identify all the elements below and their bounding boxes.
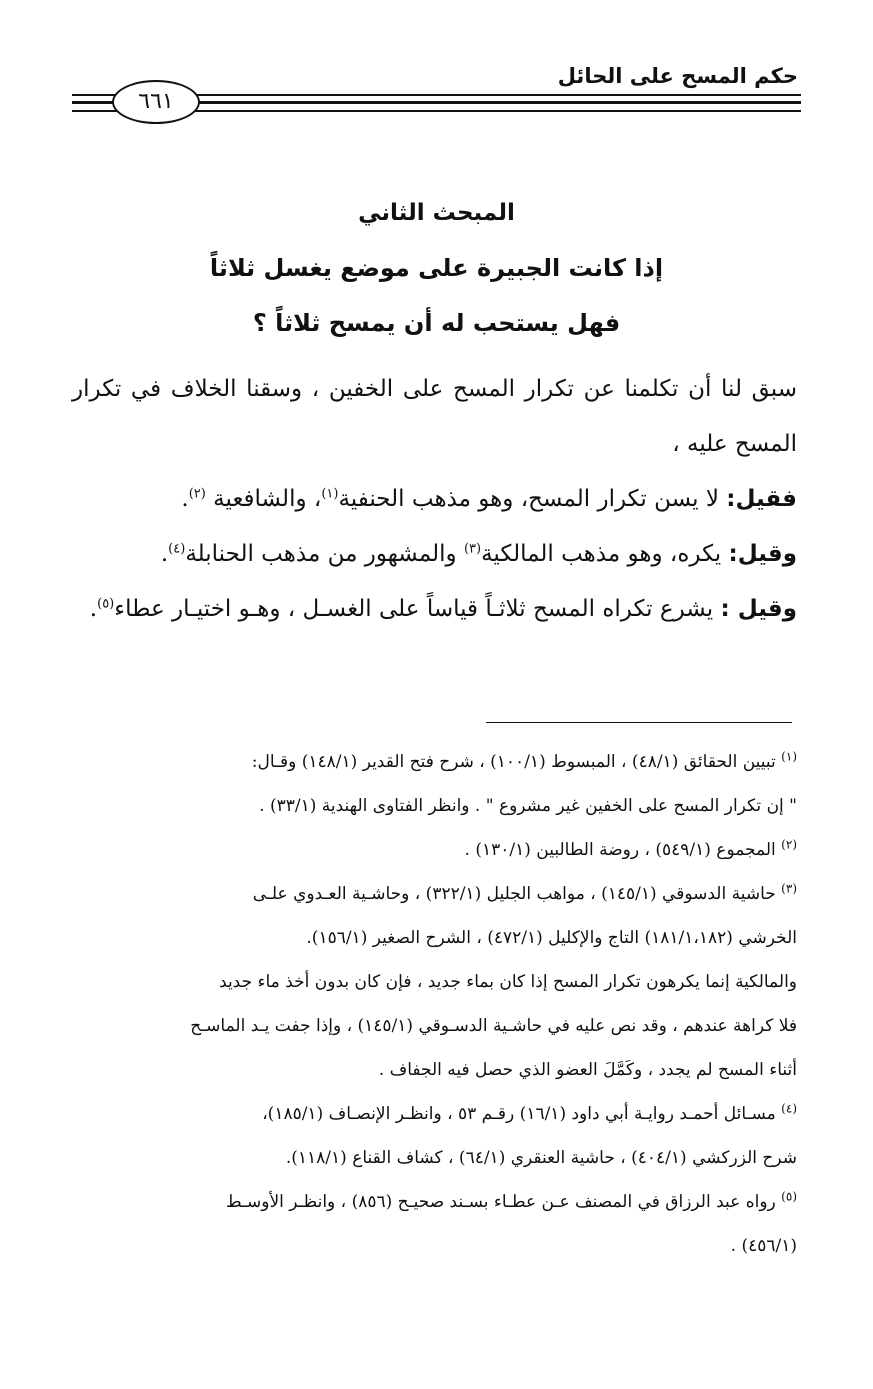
opinion-3-lead: وقيل : [720, 596, 797, 622]
opinion-1-text-b: ، والشافعية [213, 486, 322, 512]
footnote-1-marker: (١) [781, 749, 797, 764]
opinion-3-end: . [89, 596, 98, 622]
opinion-3-text: يشرع تكراه المسح ثلاثـاً قياساً على الغسـل ، وهـو اختيـار عطاء [114, 596, 721, 622]
footnote-1-line-1 [72, 740, 797, 784]
intro-paragraph: سبق لنا أن تكلمنا عن تكرار المسح على الخفين ، وسقنا الخلاف في تكرار المسح عليه ، [72, 376, 797, 457]
opinion-2-lead: وقيل: [728, 541, 797, 567]
opinion-2-paragraph [72, 527, 797, 582]
section-title: المبحث الثاني [358, 200, 515, 226]
section-question-line1: إذا كانت الجبيرة على موضع يغسل ثلاثاً [209, 254, 664, 282]
running-title: حكم المسح على الحائل [557, 64, 798, 88]
opinion-3-paragraph [72, 582, 797, 637]
opinion-2-text-b: والمشهور من مذهب الحنابلة [185, 541, 464, 567]
footnote-5-text: رواه عبد الرزاق في المصنف عـن عطـاء بسـند صحيـح (٨٥٦) ، وانظـر الأوسـط [225, 1192, 776, 1212]
footnote-3-line-3: والمالكية إنما يكرهون تكرار المسح إذا كان بماء جديد ، فإن كان بدون أخذ ماء جديد [219, 972, 797, 992]
footnote-ref-2[interactable]: (٢) [188, 486, 206, 502]
footnote-3-line-1 [72, 872, 797, 916]
footnote-ref-5[interactable]: (٥) [97, 596, 115, 612]
footnote-4-text: مسـائل أحمـد روايـة أبي داود (١٦/١) رقـم ٥٣ ، وانظـر الإنصـاف (١٨٥/١)، [262, 1104, 776, 1124]
body-text [72, 362, 797, 637]
opinion-1-text-a: لا يسن تكرار المسح، وهو مذهب الحنفية [338, 486, 727, 512]
footnote-5-line-1 [72, 1180, 797, 1224]
footnote-ref-1[interactable]: (١) [321, 486, 339, 502]
footnote-ref-4[interactable]: (٤) [168, 541, 186, 557]
opinion-1-end: . [181, 486, 189, 512]
footnote-2-line-1 [72, 828, 797, 872]
footnote-3-line-2: الخرشي (١٨١/١،١٨٢) التاج والإكليل (٤٧٢/١) ، الشرح الصغير (١٥٦/١). [306, 928, 797, 948]
footnote-3-line-4: فلا كراهة عندهم ، وقد نص عليه في حاشـية الدسـوقي (١٤٥/١) ، وإذا جفت يـد الماسـح [190, 1016, 797, 1036]
opinion-1-paragraph [72, 472, 797, 527]
footnote-3-line-5: أثناء المسح لم يجدد ، وكَمَّلَ العضو الذي حصل فيه الجفاف . [378, 1060, 797, 1080]
footnote-3-marker: (٣) [781, 881, 797, 896]
footnotes [72, 740, 797, 1268]
footnote-4-line-1 [72, 1092, 797, 1136]
footnote-5-marker: (٥) [781, 1189, 797, 1204]
footnote-4-line-2: شرح الزركشي (٤٠٤/١) ، حاشية العنقري (٦٤/١) ، كشاف القناع (١١٨/١). [285, 1148, 797, 1168]
footnote-separator [486, 722, 792, 723]
opinion-2-end: . [160, 541, 169, 567]
footnote-1-line-2: " إن تكرار المسح على الخفين غير مشروع " . وانظر الفتاوى الهندية (٣٣/١) . [259, 796, 797, 816]
footnote-2-marker: (٢) [781, 837, 797, 852]
footnote-4-marker: (٤) [781, 1101, 797, 1116]
page-number: ٦٦١ [112, 80, 200, 124]
footnote-2-text: المجموع (٥٤٩/١) ، روضة الطالبين (١٣٠/١) . [464, 840, 776, 860]
footnote-ref-3[interactable]: (٣) [463, 541, 482, 557]
footnote-3-text: حاشية الدسوقي (١٤٥/١) ، مواهب الجليل (٣٢٢/١) ، وحاشـية العـدوي علـى [252, 884, 776, 904]
footnote-5-line-2: (٤٥٦/١) . [730, 1236, 797, 1256]
footnote-1-text: تبيين الحقائق (٤٨/١) ، المبسوط (١٠٠/١) ، شرح فتح القدير (١٤٨/١) وقـال: [251, 752, 776, 772]
opinion-1-lead: فقيل: [726, 486, 797, 512]
section-question-line2: فهل يستحب له أن يمسح ثلاثاً ؟ [252, 309, 621, 337]
opinion-2-text-a: يكره، وهو مذهب المالكية [481, 541, 729, 567]
